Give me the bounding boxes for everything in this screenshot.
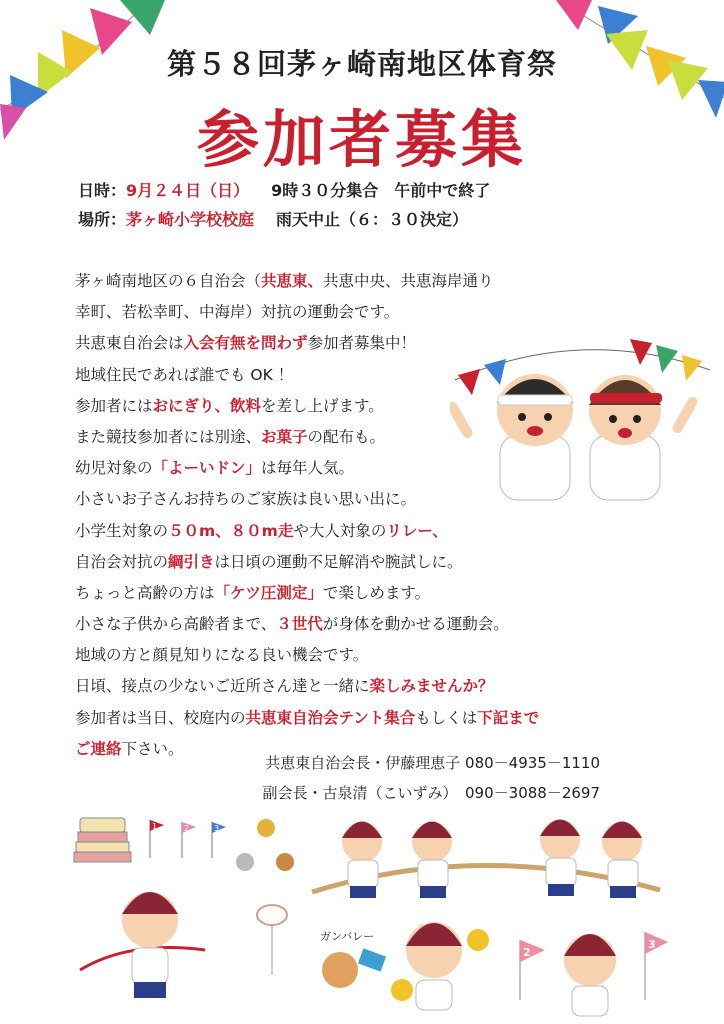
place-rest: 雨天中止（６：３０決定）	[276, 210, 469, 229]
contact-chairperson: 共恵東自治会長・伊藤理恵子 080－4935－1110	[265, 754, 600, 772]
body-text-segment: 参加者募集中！	[307, 334, 417, 353]
highlighted-text: 共恵東自治会テント集合	[245, 708, 416, 727]
body-line	[75, 671, 545, 702]
body-text-segment: は日頃の運動不足解消や腕試しに。	[214, 552, 463, 571]
place-value: 茅ヶ崎小学校校庭	[126, 210, 255, 229]
body-text-segment: で楽しめます。	[322, 583, 431, 602]
big-flag-number-2: 2	[523, 946, 531, 959]
vaulting-box-icon	[74, 818, 131, 862]
page-title: 参加者募集	[196, 103, 527, 176]
sports-day-illustration	[0, 800, 724, 1024]
body-line	[75, 578, 545, 609]
body-text-segment: 下さい。	[121, 739, 184, 758]
body-line	[75, 640, 545, 671]
body-text-segment: 地域住民であれば誰でも OK ！	[75, 365, 294, 384]
body-text-segment: 小さな子供から高齢者まで、	[75, 615, 277, 634]
body-text-segment: の配布も。	[307, 427, 386, 446]
body-text-segment: 参加者には	[75, 396, 153, 415]
body-text-segment: や大人対象の	[293, 521, 387, 540]
date-label: 日時：	[78, 181, 127, 200]
body-text-segment: を差し上げます。	[261, 396, 384, 415]
body-text-segment: 日頃、接点の少ないご近所さん達と一緒に	[75, 677, 370, 696]
body-text-segment: 自治会対抗の	[75, 552, 169, 571]
flag-number-1: 1	[152, 822, 158, 831]
date-line	[78, 178, 490, 201]
highlighted-text: 「ケツ圧測定」	[214, 583, 323, 602]
body-line	[75, 609, 545, 640]
body-text-segment: は毎年人気。	[261, 459, 355, 478]
body-line	[75, 297, 545, 328]
highlighted-text: ５０m、８０m走	[168, 521, 294, 540]
date-value: 9月２４日（日）	[126, 181, 250, 200]
highlighted-text: 「よーいドン」	[152, 459, 262, 478]
event-subtitle: 第５８回茅ヶ崎南地区体育祭	[166, 47, 557, 81]
body-text-segment: ちょっと高齢の方は	[75, 583, 215, 602]
body-text-segment: 共恵中央、共恵海岸通り	[323, 272, 494, 290]
cheering-kids-illustration	[450, 325, 720, 515]
highlighted-text: ３世代	[276, 615, 323, 634]
highlighted-text: おにぎり、飲料	[152, 396, 262, 415]
contact-vice-chair: 副会長・古泉清（こいずみ） 090－3088－2697	[262, 784, 600, 802]
body-line	[75, 547, 545, 578]
body-text-segment: 地域の方と顔見知りになる良い機会です。	[75, 646, 369, 665]
body-text-segment: もしくは	[415, 708, 478, 727]
body-text-segment: また競技参加者には別途、	[75, 427, 262, 446]
body-text-segment: 共恵東自治会は	[75, 334, 184, 353]
flag-number-3: 3	[214, 824, 220, 833]
highlighted-text: リレー、	[386, 521, 448, 540]
flag-number-2: 2	[184, 824, 190, 833]
body-line	[75, 516, 545, 547]
place-line	[78, 207, 468, 230]
highlighted-text: ご連絡	[75, 739, 122, 758]
body-text-segment: が身体を動かせる運動会。	[322, 615, 509, 634]
speech-bubble-text: ガンバレー	[320, 930, 375, 943]
body-line	[75, 703, 545, 734]
body-text-segment: 小さいお子さんお持ちのご家族は良い思い出に。	[75, 490, 417, 509]
highlighted-text: 綱引き	[168, 552, 215, 571]
body-text-segment: 茅ヶ崎南地区の６自治会（	[75, 272, 262, 290]
highlighted-text: 下記まで	[477, 708, 540, 727]
highlighted-text: 入会有無を問わず	[183, 334, 308, 353]
body-text-segment: 幸町、若松幸町、中海岸）対抗の運動会です。	[75, 303, 400, 322]
highlighted-text: 楽しみませんか？	[369, 677, 494, 696]
body-text-segment: 幼児対象の	[75, 459, 153, 478]
date-rest: 9時３０分集合 午前中で終了	[271, 181, 491, 200]
place-label: 場所：	[78, 210, 127, 229]
big-flag-number-3: 3	[648, 938, 656, 951]
highlighted-text: お菓子	[261, 427, 308, 446]
body-text-segment: 参加者は当日、校庭内の	[75, 708, 246, 727]
body-line	[75, 266, 545, 297]
body-text-segment: 小学生対象の	[75, 521, 169, 540]
highlighted-text: 共恵東、	[261, 272, 324, 290]
